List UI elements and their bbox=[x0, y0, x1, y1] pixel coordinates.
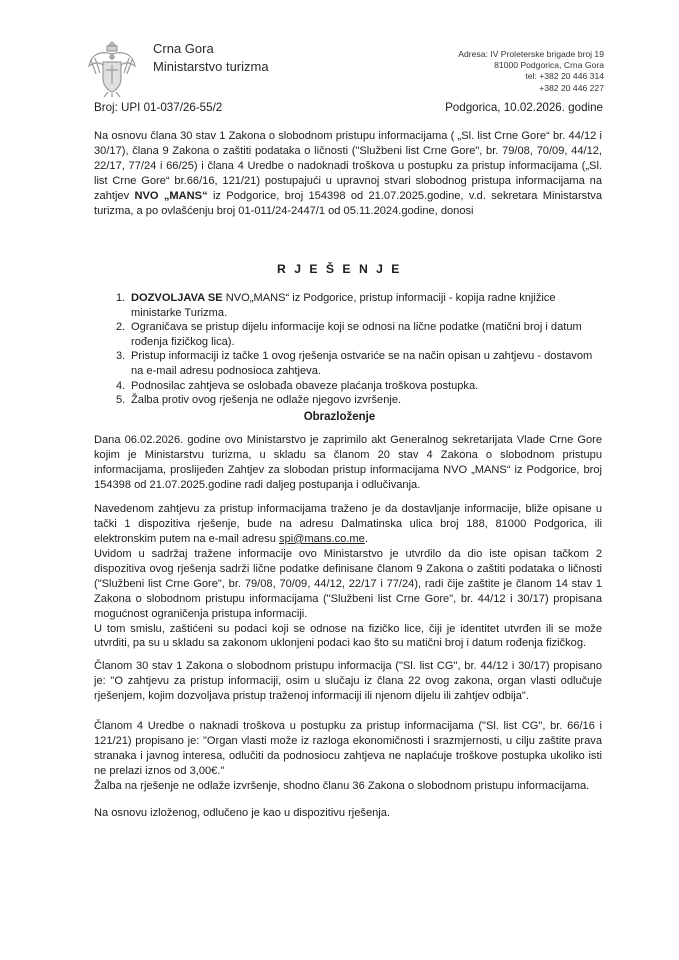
item-number: 1. bbox=[116, 292, 126, 304]
list-item bbox=[116, 320, 601, 349]
intro-text-1: Na osnovu člana 30 stav 1 Zakona o slobodnom pristupu informacijama ( „Sl. list Crne Gore“ br. 44/12 i 30/17), člana 9 Zakona o zaštiti podataka o ličnosti ("Službeni list Crne Gore", br. 79/08, 70/09, 44/12, 22/17, 77/24 i 66/25) i člana 4 Uredbe o nadoknadi troškova u postupku za pristup informacijama („Sl. list Crne Gore“ br.66/16, 121/21) postupajući u upravnoj stvari slobodnog pristupa informacijama na zahtjev bbox=[94, 130, 602, 202]
paragraph-text: Članom 30 stav 1 Zakona o slobodnom pristupu informacija ("Sl. list CG", br. 44/12 i 30/17) propisano je: "O zahtjevu za pristup informaciji, osim u slučaju iz člana 22 ovog zakona, organ vlasti odlučuje rješenjem, kojim dozvoljava pristup traženoj informaciji ili njenom dijelu ili zahtjev odbija". bbox=[94, 660, 602, 702]
list-item bbox=[116, 291, 601, 320]
reasoning-paragraph-4 bbox=[94, 659, 602, 704]
list-item bbox=[116, 349, 601, 378]
item-bold: DOZVOLJAVA SE bbox=[131, 292, 223, 304]
item-number: 3. bbox=[116, 350, 126, 363]
issuer-block bbox=[153, 40, 269, 76]
reasoning-title: Obrazloženje bbox=[303, 411, 376, 423]
reasoning-paragraph-2 bbox=[94, 502, 602, 547]
paragraph-text: Članom 4 Uredbe o naknadi troškova u postupku za pristup informacijama ("Sl. list CG", br. 66/16 i 121/21) propisano je: "Organ vlasti može iz razloga ekonomičnosti i srazmjernosti, u cilju zaštite prava stranaka i javnog interesa, odlučiti da podnosiocu zahtjeva ne naplaćuje troškove postupka ukoliko isti ne prelazi iznos od 3,00€." bbox=[94, 720, 602, 777]
item-number: 2. bbox=[116, 321, 126, 334]
list-item bbox=[116, 379, 601, 394]
reasoning-paragraph-7 bbox=[94, 806, 602, 821]
item-text: NVO„MANS“ iz Podgorice, pristup informaciji - kopija radne knjižice ministarke Turizma. bbox=[131, 292, 556, 319]
phone-1: tel: +382 20 446 314 bbox=[525, 71, 604, 82]
ministry-name: Ministarstvo turizma bbox=[153, 59, 269, 74]
paragraph-text: Uvidom u sadržaj tražene informacije ovo Ministarstvo je utvrdilo da dio iste opisan tačkom 2 dispozitiva ovog rješenja sadrži lične podatke definisane članom 9 Zakona o zaštiti podataka o ličnosti ("Službeni list Crne Gore", br. 79/08, 70/09, 44/12, 22/17 i 77/24), radi čije zaštite je članom 14 stav 1 Zakona o slobodnom pristupu informacijama ("Službeni list Crne Gore", br. 44/12 i 30/17) propisana mogućnost ograničenja pristupa informaciji. bbox=[94, 548, 602, 620]
paragraph-text: Žalba na rješenje ne odlaže izvršenje, shodno članu 36 Zakona o slobodnom pristupu informacijama. bbox=[94, 780, 590, 792]
intro-text-2: iz Podgorice, broj 154398 od 21.07.2025.godine, v.d. sekretara Ministarstva turizma, a po ovlašćenju broj 01-011/24-2447/1 od 05.11.2024.godine, donosi bbox=[94, 189, 602, 217]
item-text: Podnosilac zahtjeva se oslobađa obaveze plaćanja troškova postupka. bbox=[131, 379, 479, 392]
item-text: Pristup informaciji iz tačke 1 ovog rješenja ostvariće se na način opisan u zahtjevu - dostavom na e-mail adresu podnosioca zahtjeva. bbox=[131, 350, 593, 377]
contact-block bbox=[458, 49, 604, 94]
reference-number: Broj: UPI 01-037/26-55/2 bbox=[94, 101, 223, 114]
decision-title: R J E Š E N J E bbox=[277, 262, 402, 276]
reasoning-paragraph-6 bbox=[94, 779, 602, 794]
address-line-2: 81000 Podgorica, Crna Gora bbox=[494, 60, 604, 71]
item-number: 5. bbox=[116, 394, 126, 407]
phone-2: +382 20 446 227 bbox=[539, 82, 604, 93]
paragraph-text: Dana 06.02.2026. godine ovo Ministarstvo je zaprimilo akt Generalnog sekretarijata Vlade Crne Gore kojim je Ministarstvu turizma, u skladu sa članom 20 stav 4 Zakona o slobodnom pristupu informacijama, proslijeđen Zahtjev za slobodan pristup informacijama NVO „MANS“ iz Podgorice, broj 154398 od 21.07.2025.godine radi daljeg postupanja i odlučivanja. bbox=[94, 434, 602, 491]
intro-paragraph bbox=[94, 129, 602, 218]
address-line-1: Adresa: IV Proleterske brigade broj 19 bbox=[458, 49, 604, 59]
list-item bbox=[116, 393, 601, 408]
country-name: Crna Gora bbox=[153, 41, 214, 56]
paragraph-text-continued: U tom smislu, zaštićeni su podaci koji se odnose na fizičko lice, čiji je identitet utvrđen ili se može utvrditi, pa su u skladu sa zakonom uklonjeni podaci kao što su matični broj i datum rođenja fizičkog. bbox=[94, 622, 602, 650]
email-link[interactable]: spi@mans.co.me bbox=[278, 532, 365, 545]
reference-row bbox=[94, 101, 603, 114]
item-text: Žalba protiv ovog rješenja ne odlaže njegovo izvršenje. bbox=[131, 394, 402, 407]
item-number: 4. bbox=[116, 379, 126, 392]
paragraph-text: Navedenom zahtjevu za pristup informacijama traženo je da dostavljanje informacije, bliže opisane u tački 1 dispozitiva rješenje, bude na adresu Dalmatinska ulica broj 188, 81000 Podgorica, ili elektronskim putem na e-mail adresu bbox=[94, 503, 602, 545]
place-date: Podgorica, 10.02.2026. godine bbox=[445, 101, 603, 114]
dispositive-list bbox=[116, 291, 601, 408]
paragraph-text: Na osnovu izloženog, odlučeno je kao u dispozitivu rješenja. bbox=[94, 807, 391, 819]
paragraph-text-end: . bbox=[364, 532, 368, 545]
montenegro-coat-of-arms-icon bbox=[86, 40, 138, 98]
reasoning-paragraph-3 bbox=[94, 547, 602, 651]
item-text: Ograničava se pristup dijelu informacije koji se odnosi na lične podatke (matični broj i datum rođenja fizičkog lica). bbox=[131, 321, 582, 348]
reasoning-paragraph-1 bbox=[94, 433, 602, 493]
reasoning-paragraph-5 bbox=[94, 719, 602, 779]
intro-nvo-name: NVO „MANS“ bbox=[134, 189, 208, 202]
